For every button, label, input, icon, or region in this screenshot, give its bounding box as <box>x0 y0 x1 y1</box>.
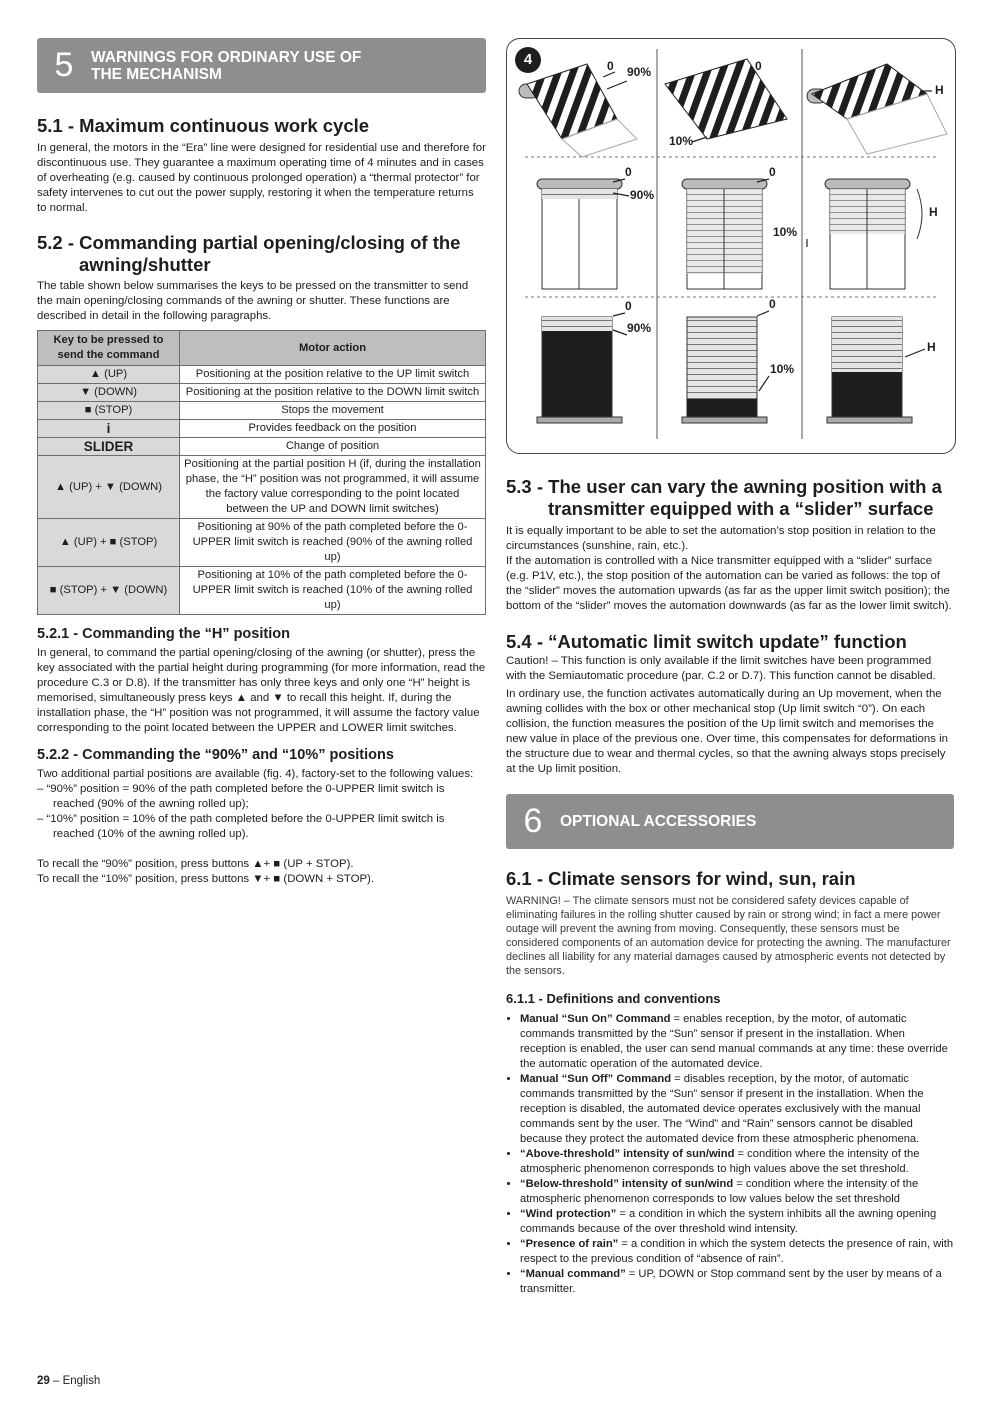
shutter-h-icon <box>827 317 912 423</box>
section-6-banner <box>506 794 954 849</box>
table-cell-key: ■ (STOP) + ▼ (DOWN) <box>38 567 180 615</box>
label-0: 0 <box>625 165 632 179</box>
table-header-action: Motor action <box>180 331 486 366</box>
paragraph-5-3-b: If the automation is controlled with a Nice transmitter equipped with a “slider” surface (e.g. P1V, etc.), the stop position of the automation can be varied as follows: the top of the “slider” moves the automation upwards (as far as the upper limit switch position); the bottom of the “slider” moves the automation downwards (as far as the lower limit switch). <box>506 555 952 612</box>
shutter-90-icon <box>537 317 622 423</box>
paragraph-6-1-warning: WARNING! – The climate sensors must not be considered safety devices capable of eliminating failures in the rolling shutter caused by rain or strong wind; in fact a mere power outage will prevent the awning from moving. Consequently, these sensors must be considered components of an automation device for protecting the awning. The manufacturer declines all liability for any material damages caused by atmospheric events not detected by the sensors. <box>506 895 951 977</box>
table-row <box>38 456 486 519</box>
section-title: WARNINGS FOR ORDINARY USE OF THE MECHANISM <box>91 48 362 83</box>
heading-5-2-1: 5.2.1 - Commanding the “H” position <box>37 626 290 642</box>
table-cell-action: Change of position <box>180 438 486 456</box>
table-cell-action: Provides feedback on the position <box>180 420 486 438</box>
table-header-key: Key to be pressed to send the command <box>38 331 180 366</box>
section-number: 6 <box>523 802 543 840</box>
list-item: • “Wind protection” = a condition in which the system inhibits all the awning opening commands because of the over threshold wind intensity. <box>520 1207 954 1237</box>
list-item: • Manual “Sun Off” Command = disables reception, by the motor, of automatic commands transmitted by the “Sun” sensor if present in the installation. When the reception is disabled, the automated device operates exclusively with the manual commands sent by the user. The “Wind” and “Rain” sensors cannot be disabled because they protect the automated device from these atmospheric phenomena. <box>520 1072 954 1147</box>
definitions-list <box>506 1012 954 1297</box>
table-row <box>38 384 486 402</box>
label-0: 0 <box>625 299 632 313</box>
page-footer <box>37 1375 100 1387</box>
label-h: H <box>929 205 938 219</box>
paragraph-5-1: In general, the motors in the “Era” line were designed for residential use and therefore for discontinuous use. They guarantee a maximum operating time of 4 minutes and in cases of overheating (e.g. caused by continuous prolonged operation) a “thermal protector” for safety intervenes to cut out the power supply, restoring it when the temperature returns to normal. <box>37 142 486 214</box>
table-row <box>38 438 486 456</box>
shutter-10-icon <box>682 317 767 423</box>
heading-5-3: 5.3 - The user can vary the awning position with a transmitter equipped with a “slider” surface <box>506 476 942 519</box>
list-item: • “Presence of rain” = a condition in which the system detects the presence of rain, with respect to the previous condition of “absence of rain”. <box>520 1237 954 1267</box>
awning-h-icon <box>807 64 947 154</box>
list-item: – “90%” position = 90% of the path completed before the 0-UPPER limit switch is reached (90% of the awning rolled up); <box>37 783 445 810</box>
section-number: 5 <box>54 46 74 84</box>
table-row <box>38 366 486 384</box>
label-90: 90% <box>627 321 652 335</box>
page-number: 29 <box>37 1375 50 1387</box>
table-cell-key: ■ (STOP) <box>38 402 180 420</box>
list-item: • “Below-threshold” intensity of sun/wind = condition where the intensity of the atmospheric phenomenon corresponds to low values below the set threshold <box>520 1177 954 1207</box>
awning-90-icon <box>519 64 637 157</box>
table-row <box>38 402 486 420</box>
table-cell-action: Positioning at 90% of the path completed before the 0-UPPER limit switch is reached (90% of the awning rolled up) <box>180 519 486 567</box>
section-5-banner <box>37 38 486 93</box>
label-10: 10% <box>669 134 694 148</box>
table-cell-action: Positioning at the position relative to the UP limit switch <box>180 366 486 384</box>
label-10: 10% <box>770 362 795 376</box>
heading-5-2-2: 5.2.2 - Commanding the “90%” and “10%” positions <box>37 747 394 763</box>
heading-5-2: 5.2 - Commanding partial opening/closing of the awning/shutter <box>37 232 461 275</box>
label-0: 0 <box>755 59 762 73</box>
label-90: 90% <box>627 65 652 79</box>
table-cell-action: Positioning at the position relative to the DOWN limit switch <box>180 384 486 402</box>
label-h: H <box>927 340 936 354</box>
window-blind-10-icon <box>682 179 767 289</box>
left-column <box>37 38 486 887</box>
table-cell-key: ▲ (UP) + ■ (STOP) <box>38 519 180 567</box>
recall-90: To recall the “90%” position, press buttons ▲+ ■ (UP + STOP). <box>37 858 354 870</box>
paragraph-5-2-2-intro: Two additional partial positions are available (fig. 4), factory-set to the following values: <box>37 768 474 780</box>
heading-6-1: 6.1 - Climate sensors for wind, sun, rain <box>506 868 856 889</box>
table-cell-key: ▲ (UP) <box>38 366 180 384</box>
table-row <box>38 567 486 615</box>
figure-illustration <box>507 39 955 453</box>
paragraph-5-4-a: Caution! – This function is only available if the limit switches have been programmed with the Semiautomatic procedure (par. C.2 or D.7). This function cannot be disabled. <box>506 655 936 682</box>
table-cell-action: Positioning at 10% of the path completed before the 0-UPPER limit switch is reached (10% of the awning rolled up) <box>180 567 486 615</box>
label-0: 0 <box>607 59 614 73</box>
table-cell-key: i <box>38 420 180 438</box>
label-0: 0 <box>769 297 776 311</box>
table-cell-key: ▲ (UP) + ▼ (DOWN) <box>38 456 180 519</box>
heading-5-1: 5.1 - Maximum continuous work cycle <box>37 115 370 136</box>
figure-4 <box>506 38 956 454</box>
table-cell-action: Positioning at the partial position H (if, during the installation phase, the “H” position was not programmed, it will assume the factory value corresponding to the point located between the UP and DOWN limit switches) <box>180 456 486 519</box>
paragraph-5-2: The table shown below summarises the keys to be pressed on the transmitter to send the main opening/closing commands of the awning or shutter. These functions are described in detail in the following paragraphs. <box>37 280 469 322</box>
list-item: • “Above-threshold” intensity of sun/wind = condition where the intensity of the atmospheric phenomenon corresponds to high values above the set threshold. <box>520 1147 954 1177</box>
list-item: • Manual “Sun On” Command = enables reception, by the motor, of automatic commands transmitted by the “Sun” sensor if present in the installation. When reception is enabled, the user can send manual commands at any time: these override the automatic operation of the automated device. <box>520 1012 954 1072</box>
heading-6-1-1: 6.1.1 - Definitions and conventions <box>506 991 721 1006</box>
table-row <box>38 420 486 438</box>
table-cell-action: Stops the movement <box>180 402 486 420</box>
recall-10: To recall the “10%” position, press buttons ▼+ ■ (DOWN + STOP). <box>37 873 375 885</box>
footer-language: – English <box>49 1375 101 1387</box>
label-10: 10% <box>773 225 798 239</box>
label-0: 0 <box>769 165 776 179</box>
label-h: H <box>935 83 944 97</box>
table-row <box>38 519 486 567</box>
list-5-2-2 <box>37 767 486 842</box>
paragraph-5-2-1: In general, to command the partial opening/closing of the awning (or shutter), press the key associated with the partial height during programming (for more information, read the procedure C.3 or D.8). If the transmitter has only three keys and only one “H” height is memorised, simultaneously press keys ▲ and ▼ to recall this height. If, during the installation phase, the “H” position was not programmed, it will assume the factory value corresponding to the point located between the UPPER and LOWER limit switches. <box>37 647 486 734</box>
table-cell-key: SLIDER <box>38 438 180 456</box>
paragraph-5-3-a: It is equally important to be able to set the automation’s stop position in relation to the circumstances (sunshine, rain, etc.). <box>506 525 936 552</box>
awning-10-icon <box>665 59 787 139</box>
figure-number: 4 <box>515 47 541 73</box>
window-blind-h-icon <box>825 179 922 289</box>
window-blind-90-icon <box>537 179 622 289</box>
section-title: OPTIONAL ACCESSORIES <box>560 813 757 830</box>
label-90: 90% <box>630 188 655 202</box>
command-table <box>37 330 486 615</box>
heading-5-4: 5.4 - “Automatic limit switch update” function <box>506 631 907 652</box>
paragraph-5-4-b: In ordinary use, the function activates automatically during an Up movement, when the awning collides with the box or other mechanical stop (Up limit switch “0”). On each collision, the function measures the position of the Up limit switch and memorises the new value in place of the previous one. Over time, this compensates for deformations in the structure due to wear and thermal cycles, so that the awning always stops precisely at the Up limit position. <box>506 688 948 775</box>
list-item: • “Manual command” = UP, DOWN or Stop command sent by the user by means of a transmitter. <box>520 1267 954 1297</box>
table-cell-key: ▼ (DOWN) <box>38 384 180 402</box>
list-item: – “10%” position = 10% of the path completed before the 0-UPPER limit switch is reached (10% of the awning rolled up). <box>37 813 445 840</box>
